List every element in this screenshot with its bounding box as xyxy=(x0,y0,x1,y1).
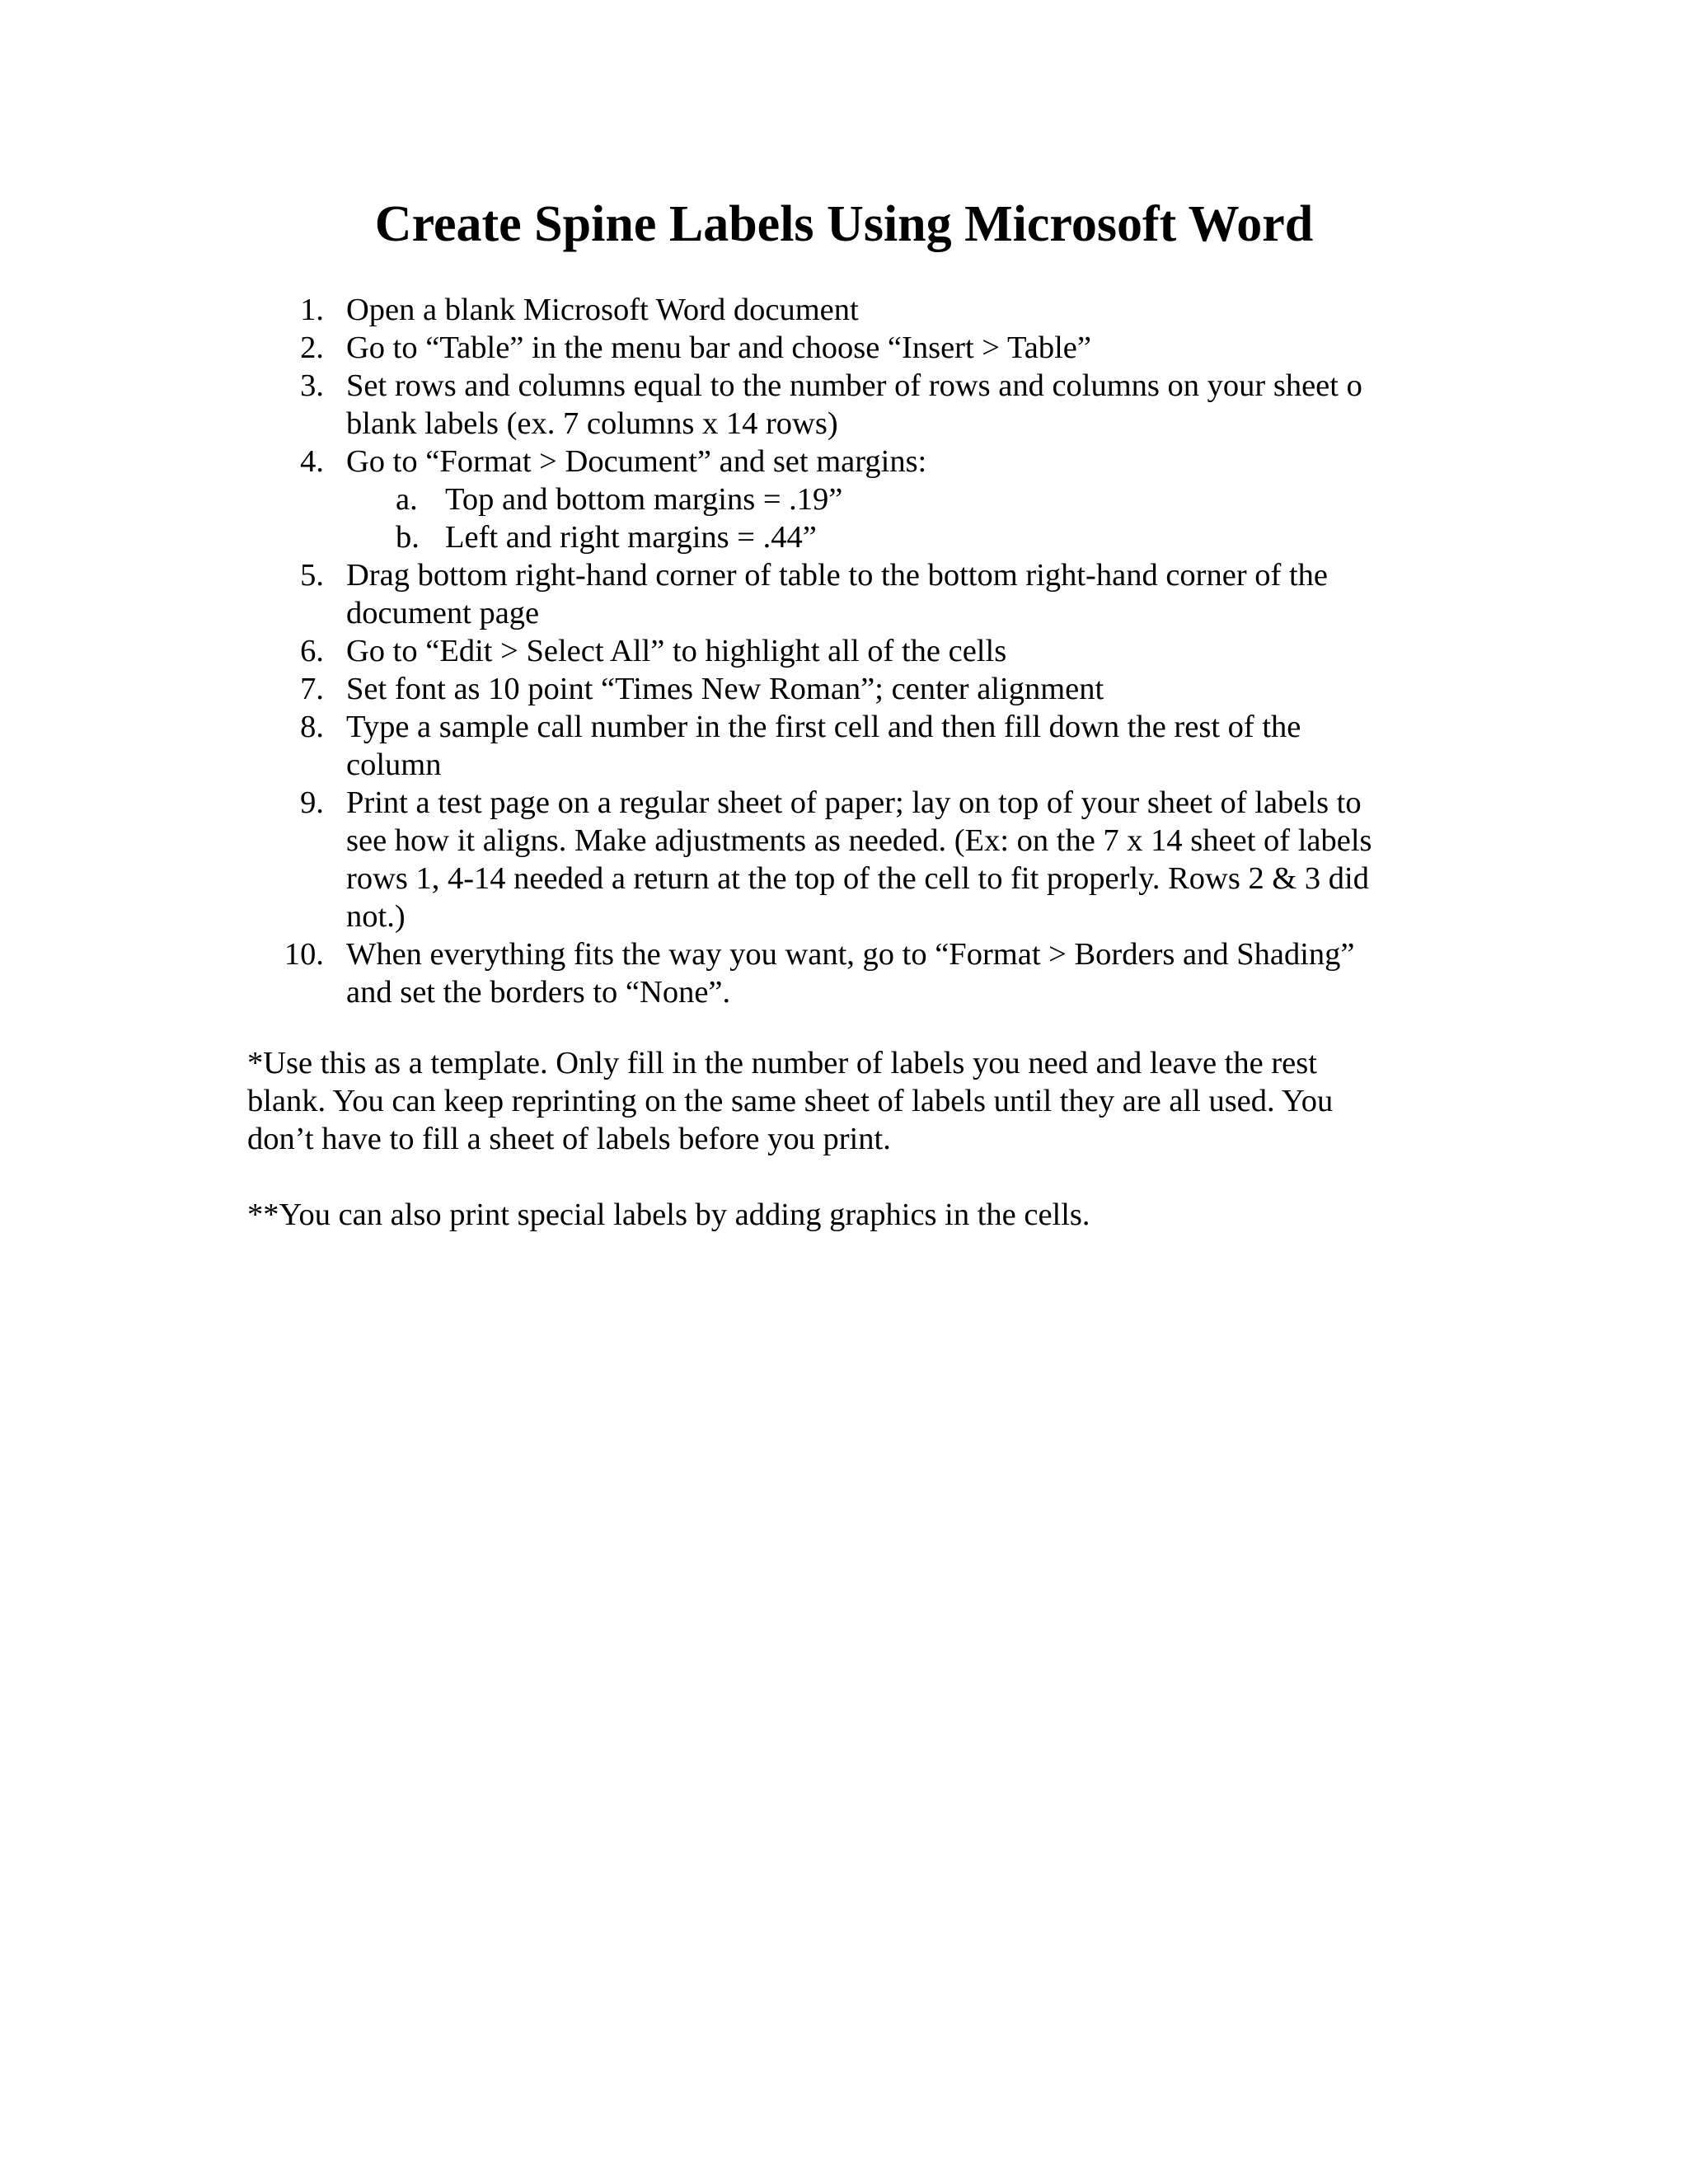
step-text-line: Print a test page on a regular sheet of paper; lay on top of your sheet of labels to xyxy=(346,785,1362,820)
step-number: 3. xyxy=(300,368,324,403)
step-text-line: blank labels (ex. 7 columns x 14 rows) xyxy=(346,406,838,441)
step-number: 9. xyxy=(300,785,324,820)
step-text-line: When everything fits the way you want, go to “Format > Borders and Shading” xyxy=(346,937,1355,972)
list-item-step-3 xyxy=(247,367,1451,443)
step-number: 7. xyxy=(300,672,324,706)
list-item-step-4 xyxy=(247,443,1451,556)
list-item-step-10 xyxy=(247,935,1451,1011)
sub-step-text: Top and bottom margins = .19” xyxy=(445,482,843,517)
step-text-line: document page xyxy=(346,596,540,630)
list-item-sub-step-a xyxy=(346,480,1451,518)
step-number: 10. xyxy=(284,937,324,972)
step-text-line: Drag bottom right-hand corner of table to the bottom right-hand corner of the xyxy=(346,558,1328,593)
list-item-step-5 xyxy=(247,556,1451,632)
list-item-sub-step-b xyxy=(346,518,1451,556)
template-note xyxy=(247,1044,1451,1158)
list-item-step-1 xyxy=(247,291,1451,329)
step-text-line: Type a sample call number in the first cell and then fill down the rest of the xyxy=(346,710,1301,744)
steps-list xyxy=(247,291,1451,1011)
list-item-step-6 xyxy=(247,632,1451,670)
step-text-line: Go to “Table” in the menu bar and choose “Insert > Table” xyxy=(346,330,1091,365)
step-number: 8. xyxy=(300,710,324,744)
step-text-line: rows 1, 4-14 needed a return at the top of the cell to fit properly. Rows 2 & 3 did xyxy=(346,861,1369,896)
note-line: blank. You can keep reprinting on the same sheet of labels until they are all used. You xyxy=(247,1084,1334,1118)
list-item-step-2 xyxy=(247,329,1451,367)
step-number: 6. xyxy=(300,634,324,668)
step-number: 2. xyxy=(300,330,324,365)
note-line: *Use this as a template. Only fill in the number of labels you need and leave the rest xyxy=(247,1046,1317,1080)
step-text-line: not.) xyxy=(346,899,406,934)
step-text-line: and set the borders to “None”. xyxy=(346,975,731,1010)
sub-step-text: Left and right margins = .44” xyxy=(445,520,817,555)
step-text-line: Set rows and columns equal to the number of rows and columns on your sheet o xyxy=(346,368,1362,403)
step-text-line: Open a blank Microsoft Word document xyxy=(346,293,859,327)
graphics-note xyxy=(247,1196,1451,1234)
step-text-line: Go to “Edit > Select All” to highlight all of the cells xyxy=(346,634,1007,668)
list-item-step-8 xyxy=(247,708,1451,784)
step-text-line: Set font as 10 point “Times New Roman”; center alignment xyxy=(346,672,1104,706)
sub-step-letter: a. xyxy=(396,482,418,517)
sub-step-letter: b. xyxy=(396,520,420,555)
sub-steps-list xyxy=(346,480,1451,556)
list-item-step-7 xyxy=(247,670,1451,708)
step-number: 1. xyxy=(300,293,324,327)
step-text-line: Go to “Format > Document” and set margins: xyxy=(346,444,927,479)
step-text-line: column xyxy=(346,748,442,782)
step-number: 4. xyxy=(300,444,324,479)
list-item-step-9 xyxy=(247,784,1451,935)
step-text-line: see how it aligns. Make adjustments as needed. (Ex: on the 7 x 14 sheet of labels xyxy=(346,823,1372,858)
page-title: Create Spine Labels Using Microsoft Word xyxy=(374,196,1314,252)
note-line: **You can also print special labels by adding graphics in the cells. xyxy=(247,1197,1090,1232)
note-line: don’t have to fill a sheet of labels before you print. xyxy=(247,1122,891,1156)
step-number: 5. xyxy=(300,558,324,593)
